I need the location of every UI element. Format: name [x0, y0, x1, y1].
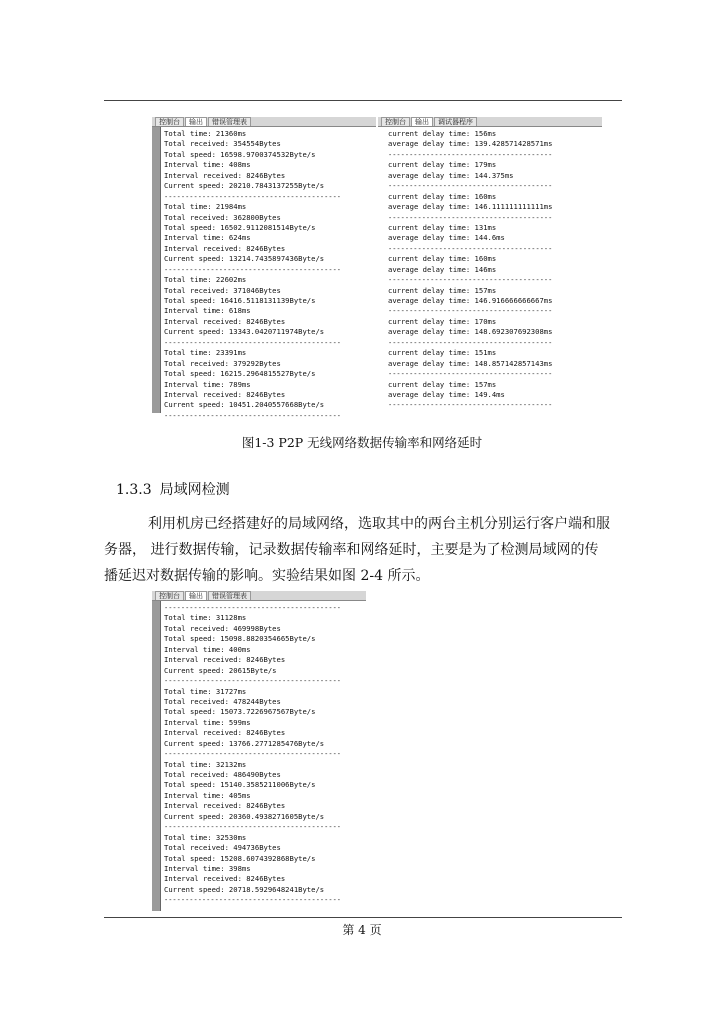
- tab-output: 输出: [185, 591, 207, 600]
- log-line: Total speed: 16416.5118131139Byte/s: [164, 296, 316, 305]
- log-line: Current speed: 20210.7843137255Byte/s: [164, 181, 325, 191]
- log-line: Total time: 31727ms: [164, 686, 247, 696]
- top-right-console-screenshot: [378, 117, 602, 413]
- tab-error-list: 错误管理表: [208, 117, 251, 126]
- log-line: Total time: 31128ms: [164, 613, 247, 623]
- log-separator: ------------------------------------------: [164, 896, 342, 905]
- log-line: Total received: 354554Bytes: [164, 139, 281, 149]
- log-separator: ---------------------------------------: [388, 276, 553, 285]
- console-tab-strip: [152, 591, 366, 601]
- log-separator: ---------------------------------------: [388, 370, 553, 379]
- log-line: average delay time: 149.4ms: [388, 389, 505, 399]
- log-separator: ---------------------------------------: [388, 401, 553, 410]
- log-line: Current speed: 13766.2771285476Byte/s: [164, 738, 325, 748]
- log-line: current delay time: 157ms: [388, 285, 497, 295]
- log-line: Total time: 32530ms: [164, 832, 247, 842]
- log-line: Current speed: 13214.7435897436Byte/s: [164, 254, 325, 264]
- log-line: average delay time: 148.692307692308ms: [388, 327, 553, 337]
- log-line: Interval received: 8246Bytes: [164, 655, 286, 665]
- tab-console: 控制台: [155, 591, 184, 600]
- tab-output: 输出: [411, 117, 433, 126]
- log-line: current delay time: 151ms: [388, 348, 497, 358]
- log-separator: ---------------------------------------: [388, 244, 553, 253]
- log-line: current delay time: 160ms: [388, 254, 497, 264]
- top-left-console-screenshot: [152, 117, 376, 420]
- log-separator: ---------------------------------------: [388, 182, 553, 191]
- log-separator: ------------------------------------------: [164, 192, 342, 201]
- log-line: average delay time: 144.6ms: [388, 233, 505, 243]
- log-separator: ---------------------------------------: [388, 307, 553, 316]
- log-separator: ---------------------------------------: [388, 338, 553, 347]
- log-line: Interval received: 8246Bytes: [164, 389, 286, 399]
- console-tab-strip: [378, 117, 602, 127]
- log-line: Total received: 486490Bytes: [164, 770, 281, 779]
- log-line: Current speed: 20615Byte/s: [164, 665, 277, 675]
- log-line: average delay time: 146.111111111111ms: [388, 202, 553, 212]
- log-line: Interval received: 8246Bytes: [164, 801, 286, 811]
- log-line: Total time: 21984ms: [164, 202, 247, 212]
- log-line: Interval received: 8246Bytes: [164, 874, 286, 884]
- log-line: current delay time: 156ms: [388, 129, 497, 138]
- log-line: Interval time: 599ms: [164, 717, 251, 727]
- log-line: current delay time: 179ms: [388, 160, 497, 170]
- tab-error-list: 错误管理表: [208, 591, 251, 600]
- log-line: Interval received: 8246Bytes: [164, 243, 286, 253]
- log-line: Total received: 362800Bytes: [164, 212, 281, 222]
- section-title: 局域网检测: [159, 482, 230, 498]
- footer-rule: [104, 917, 622, 918]
- log-line: average delay time: 146.916666666667ms: [388, 296, 553, 305]
- log-line: Current speed: 10451.2040557668Byte/s: [164, 400, 325, 410]
- page-number: 第 4 页: [342, 923, 382, 937]
- log-line: Current speed: 13343.0420711974Byte/s: [164, 327, 325, 337]
- log-line: Total time: 21360ms: [164, 129, 247, 138]
- log-line: average delay time: 144.375ms: [388, 170, 514, 180]
- transfer-log: [164, 129, 372, 421]
- log-line: Interval time: 789ms: [164, 379, 251, 389]
- log-line: Interval time: 408ms: [164, 160, 251, 170]
- log-line: Interval received: 8246Bytes: [164, 170, 286, 180]
- log-separator: ------------------------------------------: [164, 604, 342, 612]
- console-tab-strip: [152, 117, 376, 127]
- log-line: Total received: 494736Bytes: [164, 843, 281, 853]
- section-heading: [116, 481, 230, 499]
- log-line: Interval time: 400ms: [164, 644, 251, 654]
- paragraph-line-2: 务器， 进行数据传输，记录数据传输率和网络延时，主要是为了检测局域网的传: [104, 542, 599, 558]
- log-line: Total speed: 15140.3585211006Byte/s: [164, 780, 316, 790]
- log-line: current delay time: 170ms: [388, 316, 497, 326]
- log-line: Total speed: 15208.6074392868Byte/s: [164, 853, 316, 863]
- tab-output: 输出: [185, 117, 207, 126]
- log-separator: ---------------------------------------: [388, 213, 553, 222]
- log-line: Total time: 23391ms: [164, 348, 247, 358]
- log-line: Interval time: 405ms: [164, 790, 251, 800]
- log-line: Interval time: 624ms: [164, 233, 251, 243]
- log-separator: ------------------------------------------: [164, 265, 342, 274]
- log-separator: ------------------------------------------: [164, 338, 342, 347]
- log-separator: ------------------------------------------: [164, 677, 342, 686]
- log-separator: ---------------------------------------: [388, 150, 553, 159]
- log-line: Total speed: 16598.9700374532Byte/s: [164, 149, 316, 159]
- log-line: average delay time: 146ms: [388, 264, 497, 274]
- figure-caption: 图1-3 P2P 无线网络数据传输率和网络延时: [241, 435, 483, 450]
- log-line: average delay time: 139.428571428571ms: [388, 139, 553, 149]
- log-line: Total time: 32132ms: [164, 759, 247, 769]
- log-line: Total time: 22602ms: [164, 275, 247, 285]
- log-line: Total received: 371046Bytes: [164, 285, 281, 295]
- log-line: Interval time: 618ms: [164, 306, 251, 316]
- header-rule: [104, 100, 622, 101]
- log-line: Interval received: 8246Bytes: [164, 316, 286, 326]
- tab-debugger: 调试器程序: [434, 117, 477, 126]
- log-line: Total received: 478244Bytes: [164, 696, 281, 706]
- bottom-console-screenshot: [152, 591, 366, 911]
- delay-log: [388, 129, 598, 411]
- section-number: 1.3.3: [116, 482, 152, 498]
- tab-console: 控制台: [381, 117, 410, 126]
- log-line: average delay time: 148.857142857143ms: [388, 358, 553, 368]
- transfer-log: [164, 603, 362, 906]
- log-line: Interval time: 398ms: [164, 863, 251, 873]
- log-line: Total received: 379292Bytes: [164, 358, 281, 368]
- log-line: Total speed: 15073.7226967567Byte/s: [164, 707, 316, 717]
- log-line: Interval received: 8246Bytes: [164, 728, 286, 738]
- tab-console: 控制台: [155, 117, 184, 126]
- console-gutter: [152, 127, 161, 413]
- log-line: Total speed: 16502.9112081514Byte/s: [164, 222, 316, 232]
- log-line: Total speed: 15098.8820354665Byte/s: [164, 634, 316, 644]
- paragraph-line-3: 播延迟对数据传输的影响。实验结果如图 2-4 所示。: [104, 568, 430, 584]
- log-separator: ------------------------------------------: [164, 823, 342, 832]
- log-line: current delay time: 160ms: [388, 191, 497, 201]
- log-line: current delay time: 157ms: [388, 379, 497, 389]
- log-line: Current speed: 20360.4938271605Byte/s: [164, 811, 325, 821]
- log-separator: ------------------------------------------: [164, 411, 342, 420]
- console-gutter: [152, 601, 161, 911]
- log-separator: ------------------------------------------: [164, 750, 342, 759]
- log-line: Current speed: 20718.5929648241Byte/s: [164, 884, 325, 894]
- log-line: current delay time: 131ms: [388, 222, 497, 232]
- paragraph-line-1: 利用机房已经搭建好的局域网络，选取其中的两台主机分别运行客户端和服: [148, 516, 610, 532]
- log-line: Total speed: 16215.2964815527Byte/s: [164, 369, 316, 379]
- log-line: Total received: 469998Bytes: [164, 623, 281, 633]
